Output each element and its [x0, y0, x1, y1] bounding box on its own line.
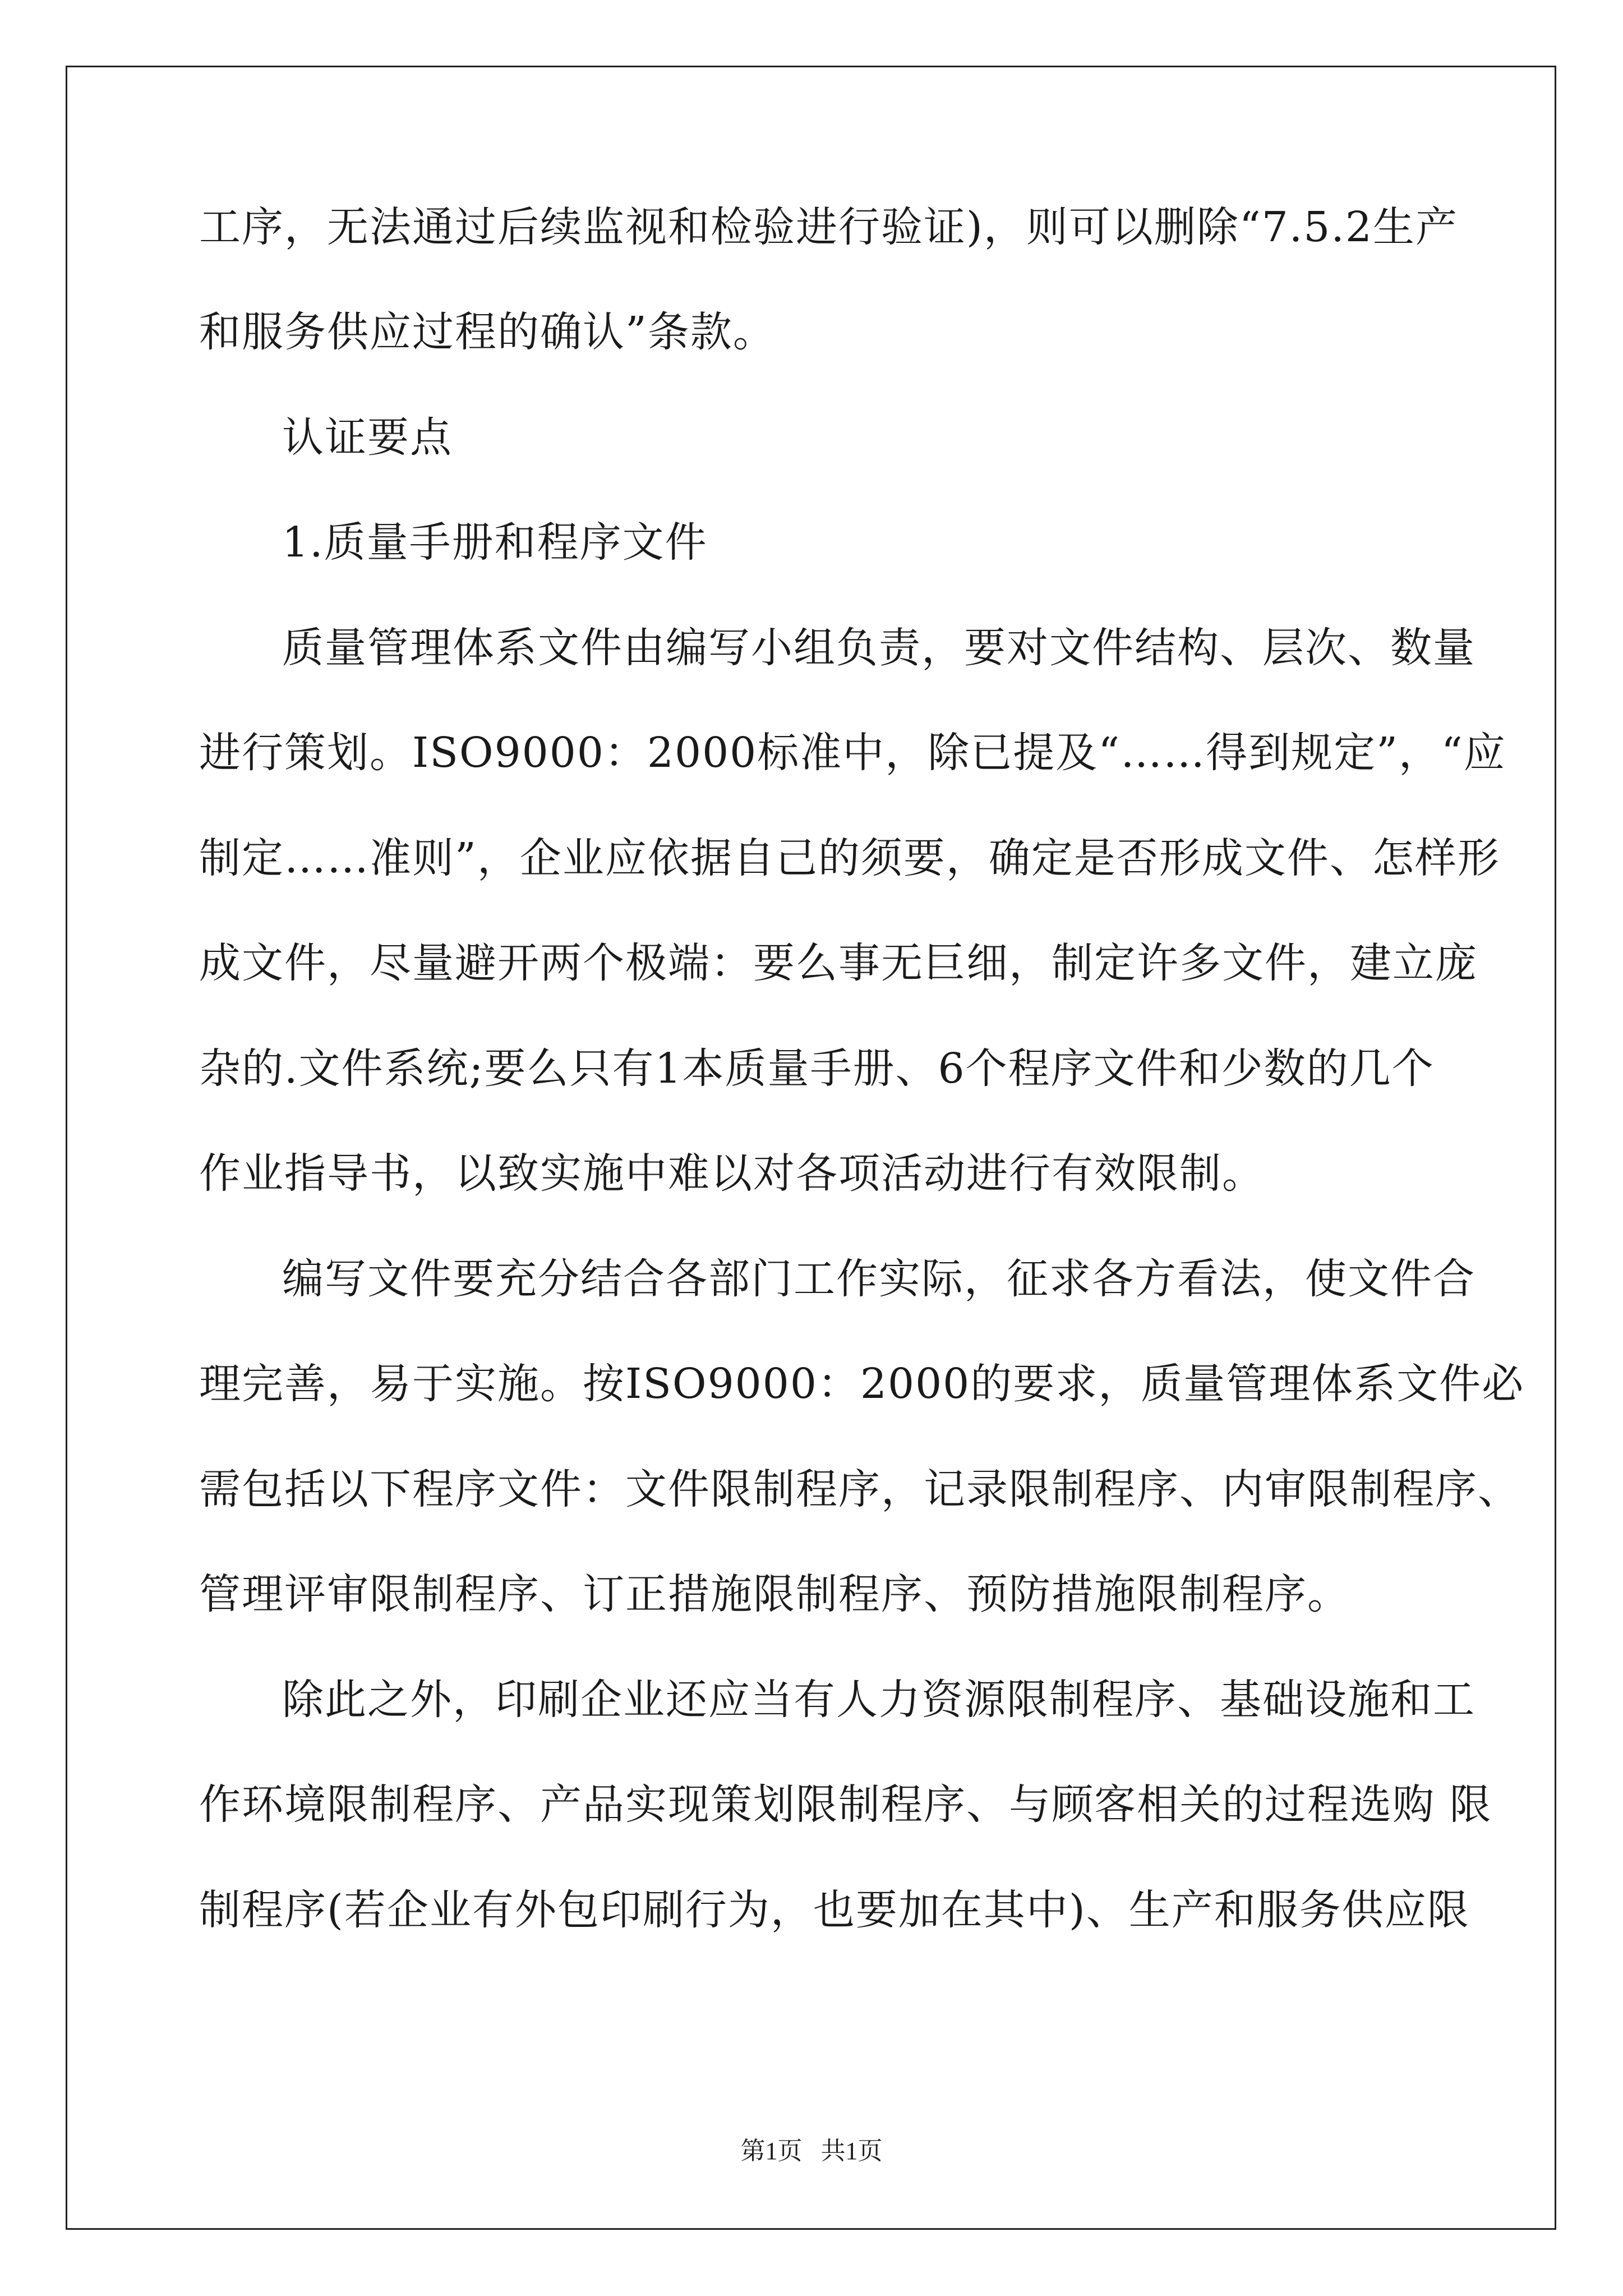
text-line: 杂的.文件系统;要么只有1本质量手册、6个程序文件和少数的几个 [199, 1045, 1435, 1093]
text-line: 和服务供应过程的确认”条款。 [199, 308, 776, 356]
text-line: 管理评审限制程序、订正措施限制程序、预防措施限制程序。 [199, 1570, 1350, 1618]
text-line: 编写文件要充分结合各部门工作实际，征求各方看法，使文件合 [282, 1255, 1476, 1303]
text-line: 除此之外，印刷企业还应当有人力资源限制程序、基础设施和工 [282, 1676, 1476, 1724]
text-line: 质量管理体系文件由编写小组负责，要对文件结构、层次、数量 [282, 624, 1476, 672]
page-footer: 第1页 共1页 [740, 2137, 883, 2165]
text-line: 需包括以下程序文件：文件限制程序，记录限制程序、内审限制程序、 [199, 1465, 1520, 1513]
subsection-heading: 1.质量手册和程序文件 [282, 518, 708, 567]
text-line: 制程序(若企业有外包印刷行为，也要加在其中)、生产和服务供应限 [199, 1886, 1470, 1934]
text-line: 理完善，易于实施。按ISO9000：2000的要求，质量管理体系文件必 [199, 1360, 1525, 1408]
text-line: 制定……准则”，企业应依据自己的须要，确定是否形成文件、怎样形 [199, 834, 1500, 882]
text-line: 成文件，尽量避开两个极端：要么事无巨细，制定许多文件，建立庞 [199, 939, 1478, 987]
text-line: 工序，无法通过后续监视和检验进行验证)，则可以删除“7.5.2生产 [199, 203, 1458, 251]
text-line: 进行策划。ISO9000：2000标准中，除已提及“……得到规定”，“应 [199, 729, 1506, 777]
text-line: 作环境限制程序、产品实现策划限制程序、与顾客相关的过程选购 限 [199, 1780, 1492, 1829]
section-heading: 认证要点 [282, 413, 453, 462]
text-line: 作业指导书，以致实施中难以对各项活动进行有效限制。 [199, 1149, 1265, 1198]
